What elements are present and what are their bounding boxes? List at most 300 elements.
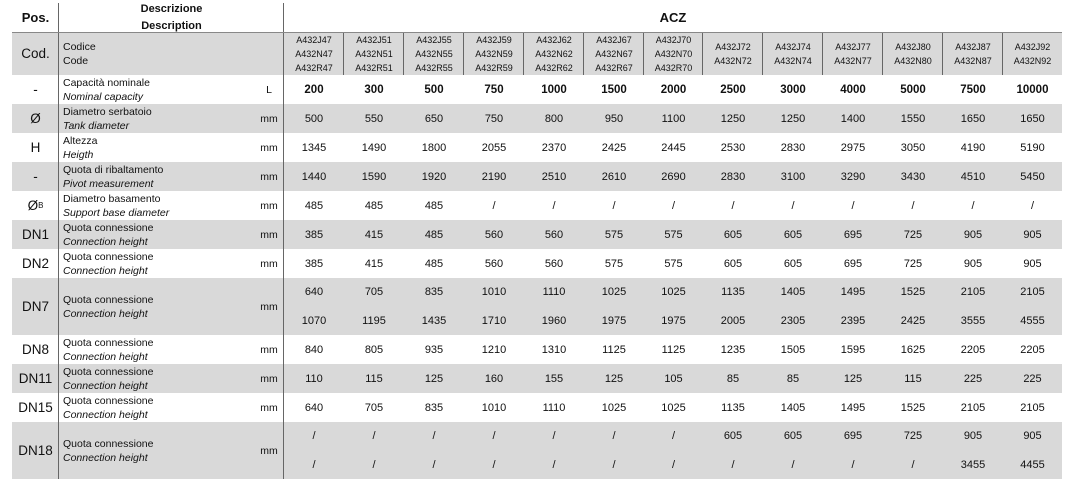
value-cell-top: 905 [963,430,983,442]
code-line: A432N70 [654,48,693,59]
value-cell: 605 [783,228,803,241]
value-cell-bottom: 1070 [301,314,327,327]
value-cell: 1650 [1020,112,1045,125]
value-cell: 1505 [780,343,806,356]
divider-code-col [1002,32,1003,75]
row-description-en: Tank diameter [63,119,130,132]
value-cell: 2425 [601,141,627,154]
capacity-cell: 10000 [1016,83,1049,96]
row-unit: mm [260,170,278,183]
code-line: A432J51 [356,34,392,45]
value-cell: 2105 [960,401,986,414]
code-line: A432J80 [895,41,931,52]
value-cell: 3290 [840,170,866,183]
row-description [59,364,254,393]
row-description [59,133,254,162]
capacity-cell: 7500 [960,83,986,96]
value-cell: 485 [424,199,444,212]
divider-code-col [822,32,823,75]
row-description-it: Codice [63,40,96,53]
value-cell: 1010 [481,401,507,414]
capacity-cell: 2500 [720,83,746,96]
divider-code-col [583,32,584,75]
code-line: A432N72 [714,55,752,66]
row-unit: mm [260,343,278,356]
value-cell: / [791,199,795,212]
value-cell: 225 [963,372,983,385]
value-cell: 1235 [720,343,746,356]
code-cell [763,32,823,75]
value-cell: 695 [843,257,863,270]
value-cell-bottom: / [671,458,676,471]
divider-code-col [643,32,644,75]
value-cell-top: 1110 [542,286,566,298]
value-cell: 160 [484,372,504,385]
value-cell: 2510 [541,170,567,183]
code-cell [524,32,584,75]
value-cell: 605 [783,257,803,270]
header-description-en: Description [141,19,202,32]
value-cell: 1125 [602,343,626,356]
row-unit: mm [260,257,278,270]
row-description-en: Connection height [63,408,148,421]
value-cell: 725 [903,257,923,270]
value-cell: 1800 [421,141,447,154]
value-cell: 1025 [661,401,686,414]
value-cell-bottom: / [552,458,556,471]
value-cell-bottom: 1195 [362,314,386,327]
value-cell: / [731,199,735,212]
value-cell: 640 [304,401,324,414]
value-cell: 905 [963,228,983,241]
row-pos: DN18 [18,443,53,458]
value-cell: / [851,199,855,212]
value-cell: / [911,199,915,212]
divider-header [12,32,1062,33]
value-cell: 125 [843,372,863,385]
row-description-en: Nominal capacity [63,90,143,103]
value-cell-bottom: / [791,458,795,471]
value-cell: 1250 [780,112,806,125]
value-cell-bottom: / [851,458,855,471]
value-cell: 2055 [481,141,507,154]
row-description-en: Connection height [63,451,148,464]
value-cell-bottom: 1960 [541,314,567,327]
value-cell-bottom: 1975 [661,314,686,327]
value-cell: 125 [424,372,444,385]
value-cell: 115 [904,372,922,385]
value-cell: 385 [304,257,324,270]
value-cell-bottom: 3455 [960,458,986,471]
value-cell-top: / [671,430,676,442]
value-cell-bottom: 4555 [1020,314,1045,327]
divider-code-col [343,32,344,75]
code-line: A432R51 [355,62,393,73]
divider-code-col [403,32,404,75]
code-line: A432N51 [355,48,393,59]
row-description [59,162,254,191]
value-cell-bottom: 2005 [720,314,746,327]
divider-code-col [463,32,464,75]
row-description [59,422,254,479]
value-cell-bottom: 3555 [960,314,986,327]
capacity-cell: 4000 [840,83,866,96]
value-cell: 225 [1023,372,1042,385]
code-cell [1003,32,1062,75]
code-line: A432J77 [835,41,871,52]
value-cell-top: / [432,430,436,442]
value-cell: 1110 [542,401,566,414]
capacity-cell: 200 [304,83,324,96]
value-cell: 1405 [780,401,806,414]
value-cell: / [1030,199,1035,212]
value-cell-top: 1010 [481,286,507,298]
value-cell: 105 [664,372,683,385]
value-cell-bottom: 2305 [780,314,806,327]
value-cell: 485 [304,199,324,212]
value-cell: 3050 [900,141,926,154]
row-unit [254,32,284,75]
divider-desc [283,3,284,479]
code-line: A432R70 [654,62,693,73]
capacity-cell: 750 [484,83,504,96]
code-line: A432N67 [595,48,633,59]
code-line: A432N62 [535,48,573,59]
row-description-it: Altezza [63,134,98,147]
divider-code-col [702,32,703,75]
value-cell: 155 [544,372,564,385]
value-cell-top: 705 [364,286,384,298]
value-cell-top: 2105 [960,286,986,298]
value-cell: 2830 [720,170,746,183]
value-cell: 385 [304,228,324,241]
code-line: A432J87 [955,41,991,52]
value-cell-bottom: / [312,458,316,471]
value-cell-top: 695 [843,430,863,442]
value-cell: 3430 [900,170,926,183]
value-cell: 695 [843,228,863,241]
value-cell: / [671,199,676,212]
value-cell: 1400 [840,112,866,125]
value-cell: 550 [364,112,384,125]
value-cell: 2205 [1020,343,1045,356]
value-cell: 1495 [840,401,866,414]
value-cell-bottom: / [372,458,376,471]
value-cell: 1135 [721,401,745,414]
row-description-it: Diametro basamento [63,192,161,205]
value-cell: 1100 [661,112,686,125]
value-cell: 805 [364,343,384,356]
divider-code-col [523,32,524,75]
row-pos: Ø B [27,198,44,213]
value-cell: 485 [424,228,444,241]
value-cell-bottom: 4455 [1020,458,1045,471]
value-cell: 2190 [481,170,507,183]
value-cell: 725 [903,228,923,241]
value-cell: 560 [544,228,564,241]
value-cell: / [971,199,975,212]
value-cell: 1490 [361,141,387,154]
value-cell-top: 1025 [661,286,686,298]
value-cell: 2610 [601,170,627,183]
value-cell: 415 [364,228,384,241]
row-pos: Cod. [21,46,50,61]
row-description-it: Quota connessione [63,250,154,263]
code-line: A432N80 [894,55,932,66]
value-cell-top: / [612,430,616,442]
row-pos: DN11 [18,371,53,386]
value-cell: 5450 [1020,170,1045,183]
code-line: A432J67 [596,34,632,45]
value-cell-top: / [372,430,376,442]
value-cell: 2975 [840,141,866,154]
code-cell [943,32,1003,75]
row-unit: L [266,83,272,96]
value-cell: 1625 [900,343,926,356]
value-cell: 905 [1023,228,1042,241]
row-description-it: Quota di ribaltamento [63,163,164,176]
code-line: A432J72 [715,41,751,52]
code-cell [644,32,703,75]
row-description [59,191,254,220]
value-cell-top: / [312,430,316,442]
value-cell: / [492,199,496,212]
code-line: A432N92 [1013,55,1052,66]
row-description-en: Code [63,54,89,67]
row-description-it: Quota connessione [63,336,154,349]
row-pos: H [30,140,41,155]
value-cell: 705 [364,401,384,414]
code-line: A432R55 [415,62,453,73]
value-cell-top: 905 [1023,430,1042,442]
value-cell-top: 1025 [601,286,627,298]
value-cell: 905 [1023,257,1042,270]
row-description-it: Quota connessione [63,221,154,234]
value-cell: 2830 [780,141,806,154]
value-cell: 575 [604,257,624,270]
value-cell: 1920 [421,170,447,183]
divider-pos [58,3,59,479]
value-cell: 840 [304,343,324,356]
value-cell: 2690 [661,170,686,183]
value-cell: / [612,199,616,212]
capacity-cell: 300 [364,83,384,96]
value-cell-top: 835 [424,286,444,298]
row-pos: DN1 [21,227,49,242]
value-cell: 605 [723,228,743,241]
value-cell: 125 [604,372,624,385]
row-pos: DN15 [18,400,53,415]
row-description-en: Connection height [63,307,148,320]
value-cell: 1210 [481,343,507,356]
row-description-it: Diametro serbatoio [63,105,152,118]
row-description [59,32,254,75]
row-description-it: Capacità nominale [63,76,150,89]
row-pos: DN8 [21,342,49,357]
code-line: A432N74 [774,55,812,66]
row-description-en: Support base diameter [63,206,170,219]
value-cell-bottom: 2395 [840,314,866,327]
value-cell: 935 [424,343,444,356]
code-line: A432N55 [415,48,453,59]
code-cell [584,32,644,75]
row-unit: mm [260,112,278,125]
value-cell: 650 [424,112,444,125]
row-unit: mm [260,141,278,154]
value-cell: 560 [484,257,504,270]
value-cell: 1650 [960,112,986,125]
value-cell: 485 [424,257,444,270]
row-description-it: Quota connessione [63,394,154,407]
value-cell-bottom: / [432,458,436,471]
value-cell: 1345 [301,141,327,154]
capacity-cell: 5000 [900,83,926,96]
value-cell-top: / [492,430,496,442]
code-cell [823,32,883,75]
capacity-cell: 2000 [660,83,687,96]
row-unit: mm [260,300,278,313]
value-cell: 2105 [1020,401,1045,414]
code-line: A432J70 [655,34,692,45]
row-description-en: Connection height [63,350,148,363]
row-description-it: Quota connessione [63,437,154,450]
value-cell: 560 [484,228,504,241]
value-cell-bottom: / [612,458,616,471]
value-cell: 575 [664,257,683,270]
value-cell: 835 [424,401,444,414]
code-line: A432R67 [595,62,633,73]
code-cell [344,32,404,75]
row-description-en: Connection height [63,264,148,277]
value-cell: 2445 [661,141,686,154]
value-cell: 2530 [720,141,746,154]
row-description [59,220,254,249]
value-cell: 950 [604,112,624,125]
code-line: A432J59 [476,34,512,45]
row-description-en: Connection height [63,235,148,248]
value-cell: 800 [544,112,564,125]
header-description-it: Descrizione [140,3,203,15]
code-line: A432J74 [775,41,811,52]
code-line: A432R62 [535,62,573,73]
value-cell: 115 [365,372,383,385]
row-description-en: Pivot measurement [63,177,154,190]
code-line: A432N47 [295,48,333,59]
code-cell [284,32,344,75]
row-description [59,249,254,278]
row-pos-subscript: B [38,201,44,210]
code-line: A432N77 [834,55,872,66]
header-pos: Pos. [21,10,50,25]
value-cell: 750 [484,112,504,125]
value-cell-bottom: / [731,458,735,471]
row-unit: mm [260,228,278,241]
value-cell-top: / [552,430,556,442]
code-cell [883,32,943,75]
row-description-en: Heigth [63,148,94,161]
value-cell: 5190 [1020,141,1045,154]
value-cell: 1525 [900,401,926,414]
value-cell: 4510 [960,170,986,183]
code-cell [703,32,763,75]
row-description [59,104,254,133]
value-cell: 485 [364,199,384,212]
value-cell: 2205 [960,343,986,356]
row-pos: Ø [30,111,41,126]
header-description [59,3,284,32]
row-pos: - [33,82,38,97]
value-cell: 85 [726,372,740,385]
value-cell-bottom: 2425 [900,314,926,327]
value-cell-top: 1405 [780,286,806,298]
divider-code-col [762,32,763,75]
value-cell: 85 [786,372,800,385]
value-cell-top: 1525 [900,286,926,298]
value-cell-bottom: 1975 [601,314,627,327]
row-description [59,393,254,422]
capacity-cell: 1500 [601,83,627,96]
value-cell-top: 1495 [840,286,866,298]
value-cell-bottom: / [492,458,496,471]
value-cell-bottom: / [911,458,915,471]
code-cell [464,32,524,75]
value-cell-top: 725 [903,430,923,442]
divider-code-col [942,32,943,75]
code-line: A432R47 [295,62,333,73]
row-description-it: Quota connessione [63,293,154,306]
value-cell: 1025 [601,401,627,414]
value-cell-top: 605 [783,430,803,442]
row-unit: mm [260,372,278,385]
code-line: A432J55 [416,34,452,45]
capacity-cell: 500 [424,83,444,96]
value-cell-top: 640 [304,286,324,298]
code-cell [404,32,464,75]
value-cell-bottom: 1710 [481,314,507,327]
row-description [59,335,254,364]
row-unit: mm [260,199,278,212]
value-cell: 1125 [661,343,686,356]
value-cell: / [552,199,556,212]
row-unit: mm [260,401,278,414]
row-description [59,75,254,104]
value-cell: 1250 [720,112,746,125]
value-cell: 1550 [900,112,926,125]
code-line: A432N87 [954,55,992,66]
row-pos: - [33,169,38,184]
value-cell-top: 1135 [721,286,745,298]
value-cell: 2370 [541,141,567,154]
value-cell: 1595 [840,343,866,356]
code-line: A432J92 [1014,41,1051,52]
code-line: A432N59 [475,48,513,59]
divider-code-col [882,32,883,75]
value-cell: 575 [604,228,624,241]
capacity-cell: 3000 [780,83,806,96]
value-cell: 415 [364,257,384,270]
value-cell: 575 [664,228,683,241]
value-cell: 3100 [780,170,806,183]
row-unit: mm [260,444,278,457]
value-cell-top: 2105 [1020,286,1045,298]
row-description-it: Quota connessione [63,365,154,378]
value-cell: 560 [544,257,564,270]
value-cell: 500 [304,112,324,125]
value-cell: 1590 [361,170,387,183]
value-cell: 605 [723,257,743,270]
value-cell: 1310 [541,343,567,356]
row-description-en: Connection height [63,379,148,392]
